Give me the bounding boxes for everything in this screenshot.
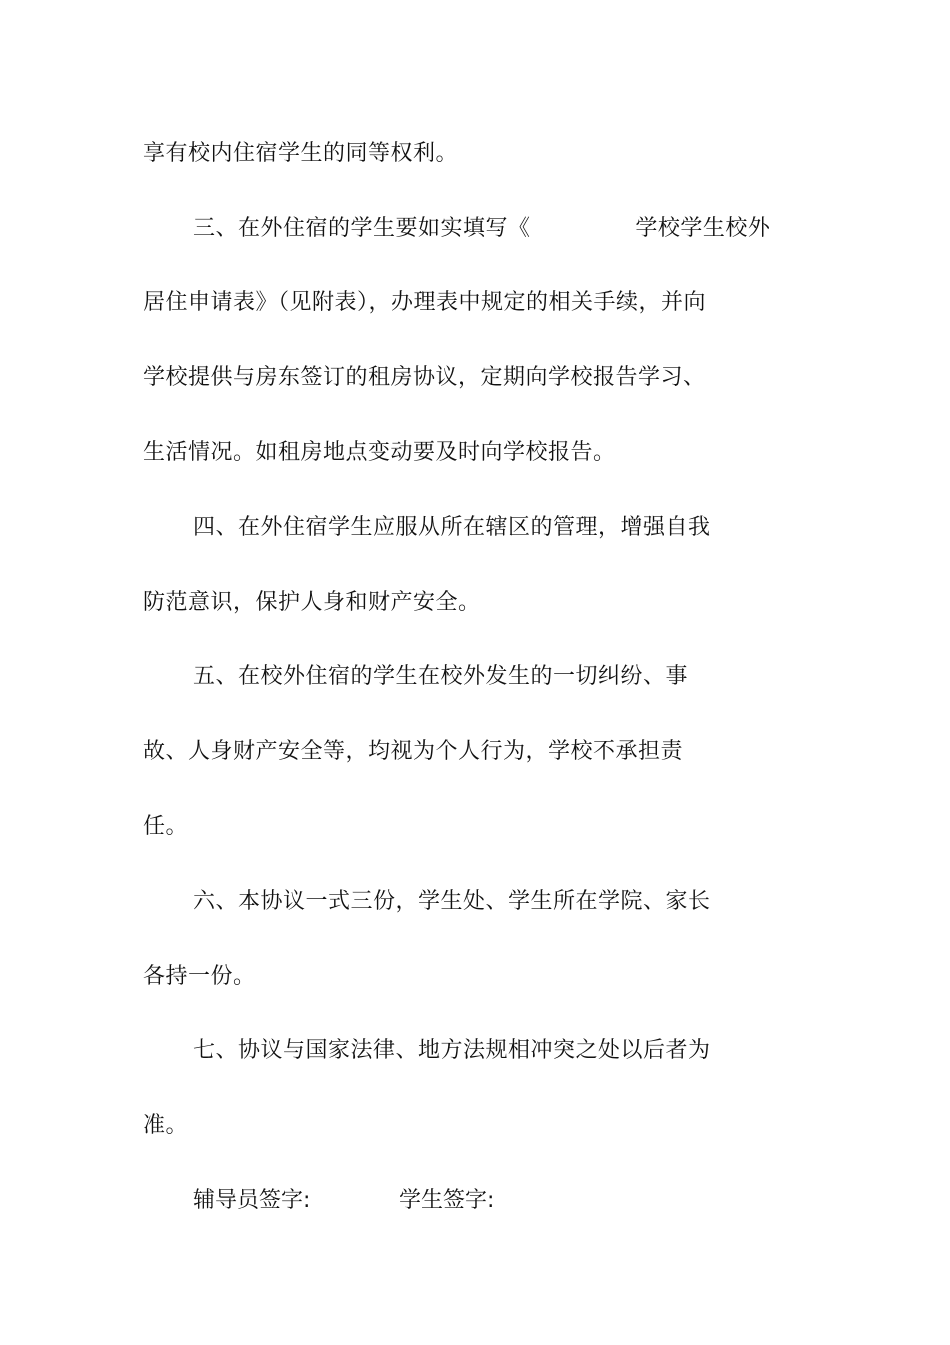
paragraph-line: 学校提供与房东签订的租房协议，定期向学校报告学习、 xyxy=(143,365,706,390)
paragraph-line: 七、协议与国家法律、地方法规相冲突之处以后者为 xyxy=(193,1038,711,1063)
paragraph-line: 防范意识，保护人身和财产安全。 xyxy=(143,590,481,615)
paragraph-line: 四、在外住宿学生应服从所在辖区的管理，增强自我 xyxy=(193,515,711,540)
paragraph-line: 五、在校外住宿的学生在校外发生的一切纠纷、事 xyxy=(193,664,689,689)
counselor-signature-label: 辅导员签字: xyxy=(193,1188,311,1213)
student-signature-label: 学生签字: xyxy=(399,1188,495,1213)
paragraph-line: 三、在外住宿的学生要如实填写《 学校学生校外 xyxy=(193,216,771,241)
paragraph-line: 居住申请表》（见附表），办理表中规定的相关手续，并向 xyxy=(143,290,707,315)
paragraph-line: 六、本协议一式三份，学生处、学生所在学院、家长 xyxy=(193,889,711,914)
paragraph-line: 任。 xyxy=(143,814,189,839)
paragraph-line: 享有校内住宿学生的同等权利。 xyxy=(143,141,459,166)
paragraph-line: 各持一份。 xyxy=(143,964,256,989)
paragraph-line: 准。 xyxy=(143,1113,189,1138)
paragraph-line: 生活情况。如租房地点变动要及时向学校报告。 xyxy=(143,440,616,465)
paragraph-line: 故、人身财产安全等，均视为个人行为，学校不承担责 xyxy=(143,739,684,764)
